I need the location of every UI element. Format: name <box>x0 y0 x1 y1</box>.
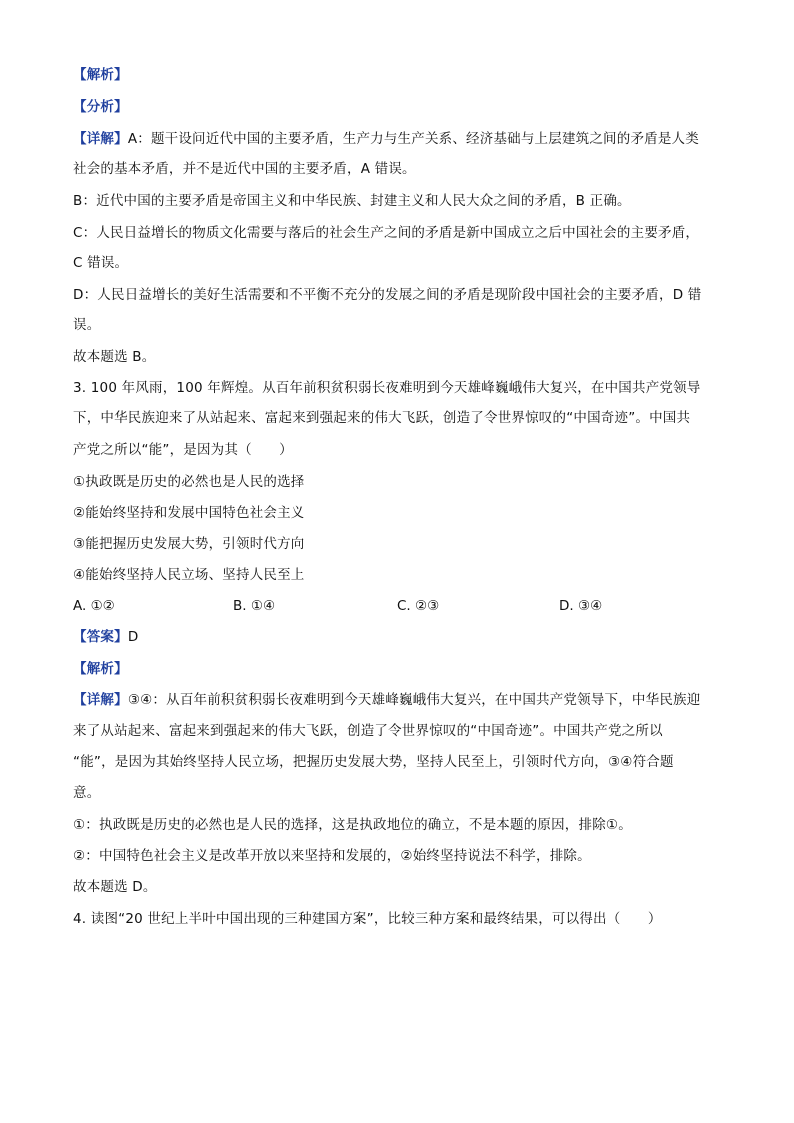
text-line: B：近代中国的主要矛盾是帝国主义和中华民族、封建主义和人民大众之间的矛盾，B 正确。 <box>73 193 631 209</box>
statement-item: ①执政既是历史的必然也是人民的选择 <box>73 474 305 490</box>
analysis-heading: 【解析】 <box>73 661 128 677</box>
question-3-stem: 下，中华民族迎来了从站起来、富起来到强起来的伟大飞跃，创造了令世界惊叹的“中国奇迹”。中国共 <box>73 410 691 426</box>
option-b: B. ①④ <box>233 598 276 614</box>
text-line: ①：执政既是历史的必然也是人民的选择，这是执政地位的确立，不是本题的原因，排除①。 <box>73 817 632 833</box>
detail-text: A：题干设问近代中国的主要矛盾，生产力与生产关系、经济基础与上层建筑之间的矛盾是人类 <box>127 131 699 147</box>
conclusion-line: 故本题选 B。 <box>73 349 156 365</box>
analysis-subheading: 【分析】 <box>73 99 128 115</box>
detail-tag: 【详解】 <box>73 131 128 147</box>
detail-paragraph <box>73 690 700 710</box>
text-line: 社会的基本矛盾，并不是近代中国的主要矛盾，A 错误。 <box>73 161 416 177</box>
text-line: “能”，是因为其始终坚持人民立场，把握历史发展大势，坚持人民至上，引领时代方向，③④符合题 <box>73 754 674 770</box>
text-line: C：人民日益增长的物质文化需要与落后的社会生产之间的矛盾是新中国成立之后中国社会的主要矛盾， <box>73 225 700 241</box>
answer-tag: 【答案】 <box>73 629 128 645</box>
question-3-stem: 产党之所以“能”，是因为其（ ） <box>73 442 293 458</box>
text-line: C 错误。 <box>73 255 129 271</box>
text-line: 来了从站起来、富起来到强起来的伟大飞跃，创造了令世界惊叹的“中国奇迹”。中国共产党之所以 <box>73 723 663 739</box>
statement-item: ③能把握历史发展大势，引领时代方向 <box>73 536 305 552</box>
text-line: ②：中国特色社会主义是改革开放以来坚持和发展的，②始终坚持说法不科学，排除。 <box>73 848 591 864</box>
conclusion-line: 故本题选 D。 <box>73 879 157 895</box>
option-c: C. ②③ <box>397 598 440 614</box>
statement-item: ④能始终坚持人民立场、坚持人民至上 <box>73 567 305 583</box>
text-line: 意。 <box>73 785 101 801</box>
statement-item: ②能始终坚持和发展中国特色社会主义 <box>73 505 305 521</box>
question-4-stem: 4. 读图“20 世纪上半叶中国出现的三种建国方案”，比较三种方案和最终结果，可以得出（ ） <box>73 911 662 927</box>
detail-tag: 【详解】 <box>73 692 128 708</box>
answer-line <box>73 627 138 647</box>
detail-text: ③④：从百年前积贫积弱长夜难明到今天雄峰巍峨伟大复兴，在中国共产党领导下，中华民族迎 <box>127 692 701 708</box>
option-d: D. ③④ <box>559 598 603 614</box>
detail-paragraph-a <box>73 129 699 149</box>
option-a: A. ①② <box>73 598 115 614</box>
text-line: 误。 <box>73 317 101 333</box>
answer-value: D <box>127 629 139 645</box>
analysis-heading: 【解析】 <box>73 67 128 83</box>
text-line: D：人民日益增长的美好生活需要和不平衡不充分的发展之间的矛盾是现阶段中国社会的主要矛盾，D 错 <box>73 287 702 303</box>
question-3-stem: 3. 100 年风雨，100 年辉煌。从百年前积贫积弱长夜难明到今天雄峰巍峨伟大复兴，在中国共产党领导 <box>73 380 701 396</box>
